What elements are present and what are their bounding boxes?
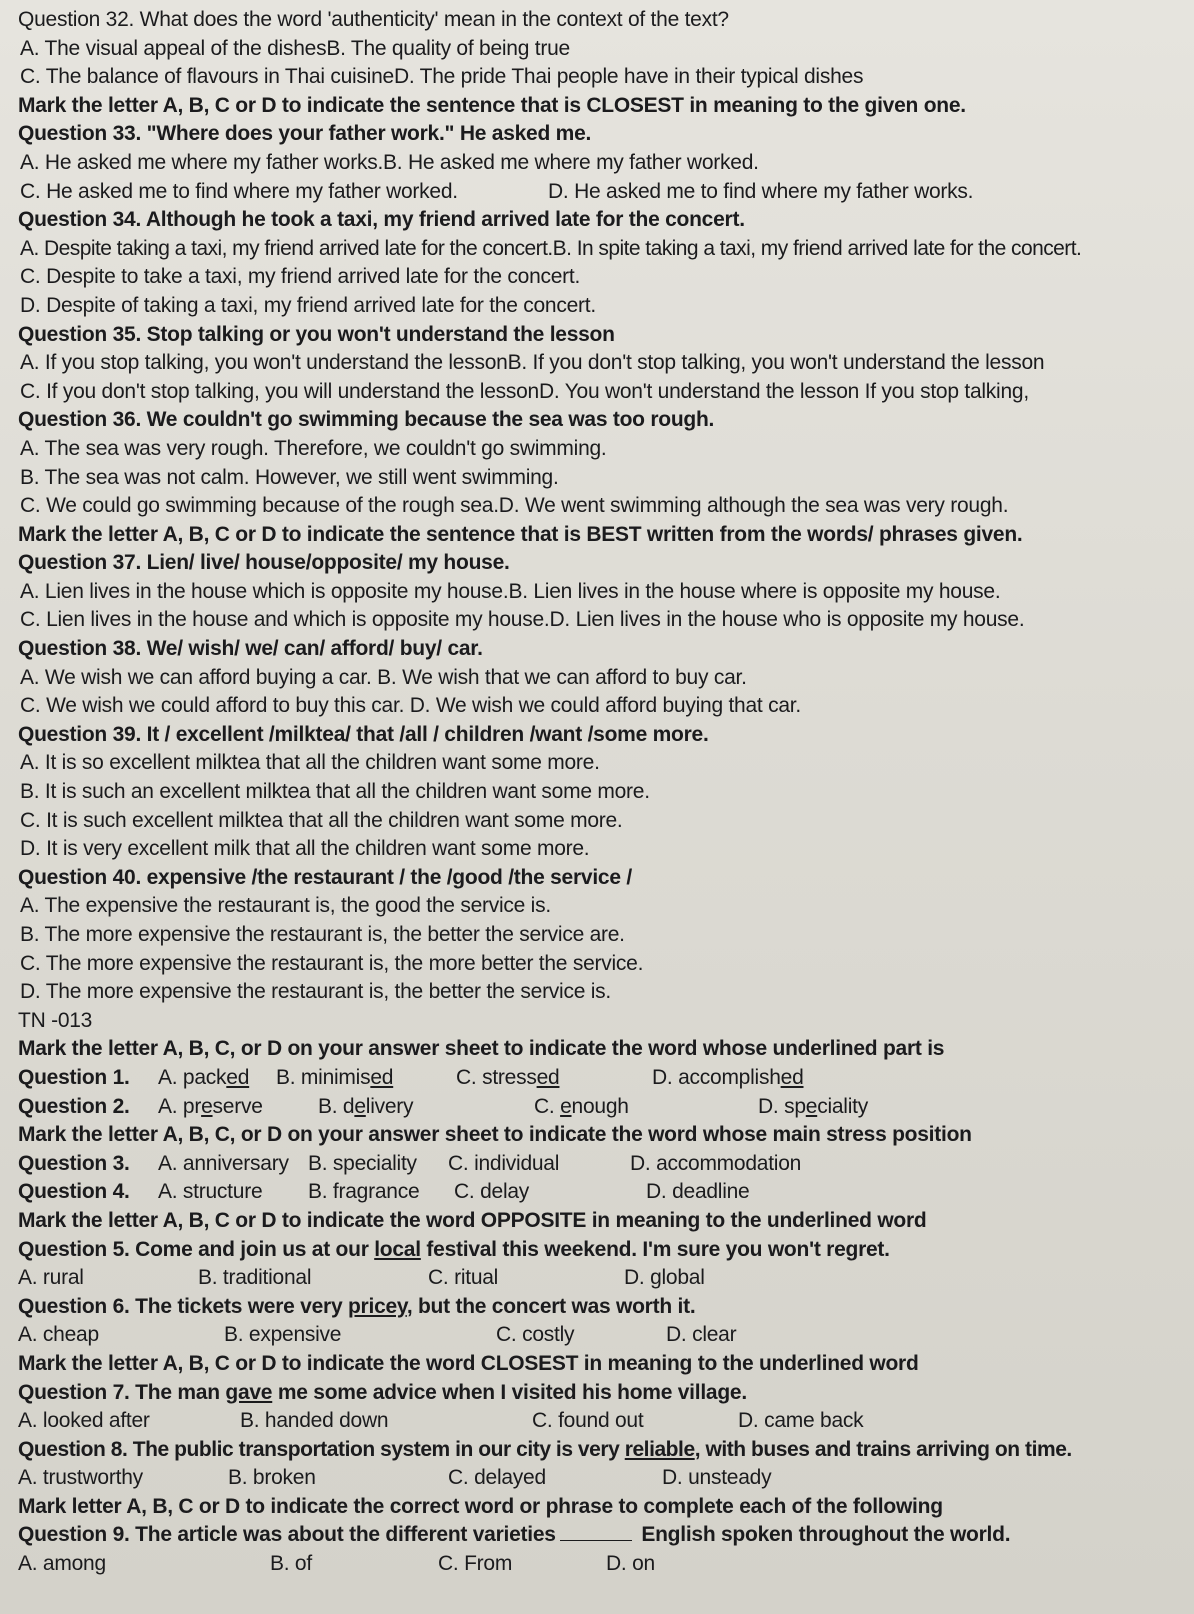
question-37-options-ab: A. Lien lives in the house which is opposite my house.B. Lien lives in the house where is opposite my house. <box>20 579 1001 603</box>
question-9-option-a: A. among <box>18 1552 106 1576</box>
question-39-option-b: B. It is such an excellent milktea that all the children want some more. <box>20 780 650 804</box>
question-40-stem: Question 40. expensive /the restaurant / the /good /the service / <box>18 865 632 889</box>
question-33-options-cd <box>18 178 1178 207</box>
question-5-option-c: C. ritual <box>428 1266 499 1290</box>
option-text: B. minimis <box>276 1065 371 1089</box>
question-3-option-b: B. speciality <box>308 1151 417 1175</box>
question-33-options-ab: A. He asked me where my father works.B. He asked me where my father worked. <box>20 150 759 174</box>
option-text: D. sp <box>758 1094 806 1118</box>
question-34-option-d: D. Despite of taking a taxi, my friend arrived late for the concert. <box>20 293 596 317</box>
answer-blank[interactable] <box>560 1522 632 1541</box>
question-6-option-a: A. cheap <box>18 1323 99 1347</box>
question-1-option-c <box>456 1064 652 1093</box>
question-33-stem: Question 33. "Where does your father work." He asked me. <box>18 122 592 146</box>
stem-text: Question 9. The article was about the different varieties <box>18 1523 556 1547</box>
question-5-options <box>18 1264 1178 1293</box>
instruction-closest-sentence: Mark the letter A, B, C or D to indicate the sentence that is CLOSEST in meaning to the given one. <box>18 93 966 117</box>
question-39-option-c: C. It is such excellent milktea that all the children want some more. <box>20 808 623 832</box>
question-38-stem: Question 38. We/ wish/ we/ can/ afford/ buy/ car. <box>18 637 483 661</box>
question-34-stem: Question 34. Although he took a taxi, my friend arrived late for the concert. <box>18 208 745 232</box>
question-1-option-b <box>276 1064 456 1093</box>
question-33-option-d: D. He asked me to find where my father works. <box>548 179 974 203</box>
question-4-option-c: C. delay <box>454 1180 530 1204</box>
stem-text: me some advice when I visited his home village. <box>272 1380 747 1404</box>
question-34-option-c: C. Despite to take a taxi, my friend arrived late for the concert. <box>20 265 581 289</box>
stem-text: , with buses and trains arriving on time. <box>694 1437 1072 1461</box>
option-text: D. accomplish <box>652 1065 781 1089</box>
underlined-part: e <box>560 1094 572 1118</box>
question-6-stem <box>18 1293 1178 1322</box>
question-7-option-b: B. handed down <box>240 1409 389 1433</box>
question-2-option-c <box>534 1093 758 1122</box>
instruction-opposite: Mark the letter A, B, C or D to indicate the word OPPOSITE in meaning to the underlined word <box>18 1208 927 1232</box>
underlined-part: ed <box>536 1065 560 1089</box>
underlined-word: gave <box>225 1380 273 1404</box>
question-39-option-d: D. It is very excellent milk that all the children want some more. <box>20 837 590 861</box>
question-3-option-d: D. accommodation <box>630 1151 802 1175</box>
question-6-option-c: C. costly <box>496 1323 575 1347</box>
question-36-option-a: A. The sea was very rough. Therefore, we couldn't go swimming. <box>20 436 607 460</box>
question-34-options-ab: A. Despite taking a taxi, my friend arrived late for the concert.B. In spite taking a taxi, my friend arrived late for the concert. <box>20 236 1082 260</box>
question-35-options-cd: C. If you don't stop talking, you will understand the lessonD. You won't understand the lesson If you stop talking, <box>20 379 1029 403</box>
question-40-option-a: A. The expensive the restaurant is, the good the service is. <box>20 894 551 918</box>
underlined-part: e <box>354 1094 366 1118</box>
question-7-stem <box>18 1379 1178 1408</box>
question-3-option-a: A. anniversary <box>158 1151 289 1175</box>
question-6-option-b: B. expensive <box>224 1323 342 1347</box>
question-40-option-b: B. The more expensive the restaurant is, the better the service are. <box>20 923 625 946</box>
instruction-underlined-part: Mark the letter A, B, C, or D on your answer sheet to indicate the word whose underlined part is <box>18 1037 945 1061</box>
underlined-part: e <box>805 1094 818 1118</box>
stem-text: English spoken throughout the world. <box>635 1523 1011 1547</box>
question-33-option-c: C. He asked me to find where my father worked. <box>20 179 458 203</box>
instruction-main-stress: Mark the letter A, B, C, or D on your answer sheet to indicate the word whose main stress position <box>18 1123 972 1147</box>
question-5-option-b: B. traditional <box>198 1266 312 1290</box>
underlined-part: ed <box>370 1065 394 1089</box>
question-8-stem <box>18 1436 1178 1465</box>
option-text: B. d <box>318 1094 355 1118</box>
option-text: C. stress <box>456 1065 537 1089</box>
question-4-option-a: A. structure <box>158 1180 263 1204</box>
question-5-option-a: A. rural <box>18 1266 84 1290</box>
stem-text: Question 7. The man <box>18 1380 226 1404</box>
underlined-part: e <box>201 1094 213 1118</box>
question-8-option-a: A. trustworthy <box>18 1466 143 1490</box>
question-3-label: Question 3. <box>18 1151 130 1175</box>
option-text: livery <box>365 1094 414 1118</box>
question-40-option-c: C. The more expensive the restaurant is, the more better the service. <box>20 951 644 975</box>
question-35-stem: Question 35. Stop talking or you won't understand the lesson <box>18 322 615 346</box>
instruction-closest-word: Mark the letter A, B, C or D to indicate the word CLOSEST in meaning to the underlined word <box>18 1351 919 1375</box>
option-text: A. pack <box>158 1065 227 1089</box>
stem-text: Question 8. The public transportation system in our city is very <box>18 1437 625 1461</box>
question-8-option-c: C. delayed <box>448 1466 546 1490</box>
underlined-word: local <box>374 1237 421 1261</box>
question-32-stem: Question 32. What does the word 'authenticity' mean in the context of the text? <box>18 8 729 31</box>
question-1-row <box>18 1064 1178 1093</box>
question-6-options <box>18 1321 1178 1350</box>
question-2-row <box>18 1093 1178 1122</box>
question-2-option-d <box>758 1093 868 1122</box>
question-32-options-cd: C. The balance of flavours in Thai cuisineD. The pride Thai people have in their typical dishes <box>20 65 864 89</box>
question-4-row <box>18 1178 1178 1207</box>
exam-content <box>18 6 1178 1579</box>
question-5-stem <box>18 1236 1178 1265</box>
question-8-options <box>18 1464 1178 1493</box>
underlined-word: pricey <box>347 1294 407 1318</box>
question-1-label: Question 1. <box>18 1065 130 1089</box>
question-32-options-ab: A. The visual appeal of the dishesB. The quality of being true <box>20 36 570 60</box>
option-text: C. <box>534 1094 561 1118</box>
question-2-label: Question 2. <box>18 1094 130 1118</box>
stem-text: Question 5. Come and join us at our <box>18 1237 375 1261</box>
question-2-option-a <box>158 1093 318 1122</box>
question-9-options <box>18 1550 1178 1579</box>
question-8-option-d: D. unsteady <box>662 1466 772 1490</box>
option-text: A. pr <box>158 1094 202 1118</box>
question-7-options <box>18 1407 1178 1436</box>
question-4-label: Question 4. <box>18 1180 130 1204</box>
option-text: serve <box>212 1094 263 1118</box>
test-code: TN -013 <box>18 1008 93 1032</box>
question-3-option-c: C. individual <box>448 1151 560 1175</box>
question-1-option-a <box>158 1064 276 1093</box>
question-39-stem: Question 39. It / excellent /milktea/ that /all / children /want /some more. <box>18 722 709 746</box>
question-37-stem: Question 37. Lien/ live/ house/opposite/ my house. <box>18 551 510 575</box>
question-9-option-b: B. of <box>270 1552 312 1576</box>
underlined-part: ed <box>780 1065 804 1089</box>
question-36-stem: Question 36. We couldn't go swimming because the sea was too rough. <box>18 408 715 432</box>
question-7-option-a: A. looked after <box>18 1409 150 1433</box>
option-text: ciality <box>817 1094 868 1118</box>
question-38-options-cd: C. We wish we could afford to buy this car. D. We wish we could afford buying that car. <box>20 694 801 718</box>
stem-text: Question 6. The tickets were very <box>18 1294 348 1318</box>
question-36-option-b: B. The sea was not calm. However, we still went swimming. <box>20 465 559 489</box>
stem-text: , but the concert was worth it. <box>406 1294 696 1318</box>
question-8-option-b: B. broken <box>228 1466 316 1490</box>
question-2-option-b <box>318 1093 534 1122</box>
question-9-stem <box>18 1521 1178 1550</box>
question-36-options-cd: C. We could go swimming because of the rough sea.D. We went swimming although the sea was very rough. <box>20 494 1009 518</box>
stem-text: festival this weekend. I'm sure you won't regret. <box>420 1237 890 1261</box>
instruction-best-written: Mark the letter A, B, C or D to indicate the sentence that is BEST written from the words/ phrases given. <box>18 522 1023 546</box>
question-1-option-d <box>652 1064 804 1093</box>
question-39-option-a: A. It is so excellent milktea that all the children want some more. <box>20 751 600 775</box>
underlined-word: reliable <box>624 1437 695 1461</box>
question-4-option-b: B. fragrance <box>308 1180 420 1204</box>
question-9-option-c: C. From <box>438 1552 513 1576</box>
question-40-option-d: D. The more expensive the restaurant is, the better the service is. <box>20 980 611 1004</box>
question-37-options-cd: C. Lien lives in the house and which is opposite my house.D. Lien lives in the house who is opposite my house. <box>20 608 1025 632</box>
question-9-option-d: D. on <box>606 1552 655 1576</box>
question-7-option-c: C. found out <box>532 1409 644 1433</box>
question-3-row <box>18 1150 1178 1179</box>
question-5-option-d: D. global <box>624 1266 705 1290</box>
option-text: nough <box>571 1094 629 1118</box>
question-6-option-d: D. clear <box>666 1323 737 1347</box>
instruction-complete: Mark letter A, B, C or D to indicate the correct word or phrase to complete each of the following <box>18 1494 943 1518</box>
underlined-part: ed <box>226 1065 250 1089</box>
question-4-option-d: D. deadline <box>646 1180 750 1204</box>
question-35-options-ab: A. If you stop talking, you won't understand the lessonB. If you don't stop talking, you won't understand the lesson <box>20 351 1045 375</box>
question-38-options-ab: A. We wish we can afford buying a car. B. We wish that we can afford to buy car. <box>20 665 747 689</box>
question-7-option-d: D. came back <box>738 1409 864 1433</box>
